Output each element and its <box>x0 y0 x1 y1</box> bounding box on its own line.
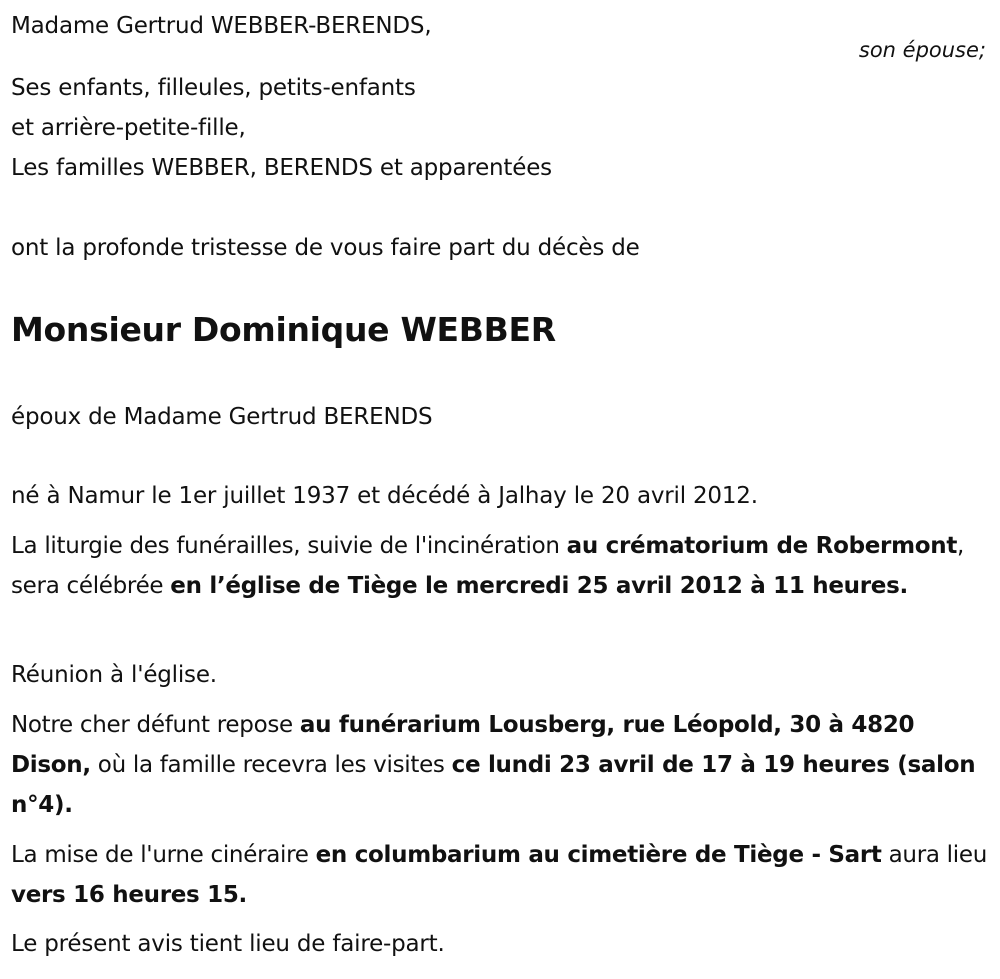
columbarium-location: en columbarium au cimetière de Tiège - Sart <box>315 842 882 868</box>
urn-text-2: aura lieu <box>881 842 987 868</box>
liturgy-text-1: La liturgie des funérailles, suivie de l'incinération <box>11 533 567 559</box>
funerarium-address: au funérarium Lousberg, rue Léopold, 30 à 4820 Dison, <box>11 712 915 778</box>
crematorium-location: au crématorium de Robermont <box>566 533 958 559</box>
visit-details: ce lundi 23 avril de 17 à 19 heures (salon n°4). <box>11 752 976 818</box>
closing-text: Le présent avis tient lieu de faire-part. <box>11 931 445 957</box>
family-line-2: et arrière-petite-fille, <box>11 115 246 141</box>
ceremony-details: en l’église de Tiège le mercredi 25 avril 2012 à 11 heures. <box>170 573 908 599</box>
family-line-3: Les familles WEBBER, BERENDS et apparentées <box>11 155 552 181</box>
repose-text-2: où la famille recevra les visites <box>90 752 452 778</box>
urn-paragraph <box>11 835 996 915</box>
spouse-of-text: époux de Madame Gertrud BERENDS <box>11 404 433 430</box>
birth-death-text: né à Namur le 1er juillet 1937 et décédé à Jalhay le 20 avril 2012. <box>11 483 758 509</box>
announcement-text: ont la profonde tristesse de vous faire part du décès de <box>11 235 640 261</box>
spouse-line: Madame Gertrud WEBBER-BERENDS, <box>11 13 432 39</box>
urn-time: vers 16 heures 15. <box>11 882 247 908</box>
repose-paragraph <box>11 705 996 825</box>
reunion-text: Réunion à l'église. <box>11 662 217 688</box>
spouse-role: son épouse; <box>858 38 986 62</box>
liturgy-paragraph <box>11 526 996 606</box>
family-line-1: Ses enfants, filleules, petits-enfants <box>11 75 416 101</box>
deceased-name: Monsieur Dominique WEBBER <box>11 310 556 349</box>
liturgy-text-2: , sera célébrée <box>11 533 965 599</box>
repose-text-1: Notre cher défunt repose <box>11 712 300 738</box>
urn-text-1: La mise de l'urne cinéraire <box>11 842 316 868</box>
